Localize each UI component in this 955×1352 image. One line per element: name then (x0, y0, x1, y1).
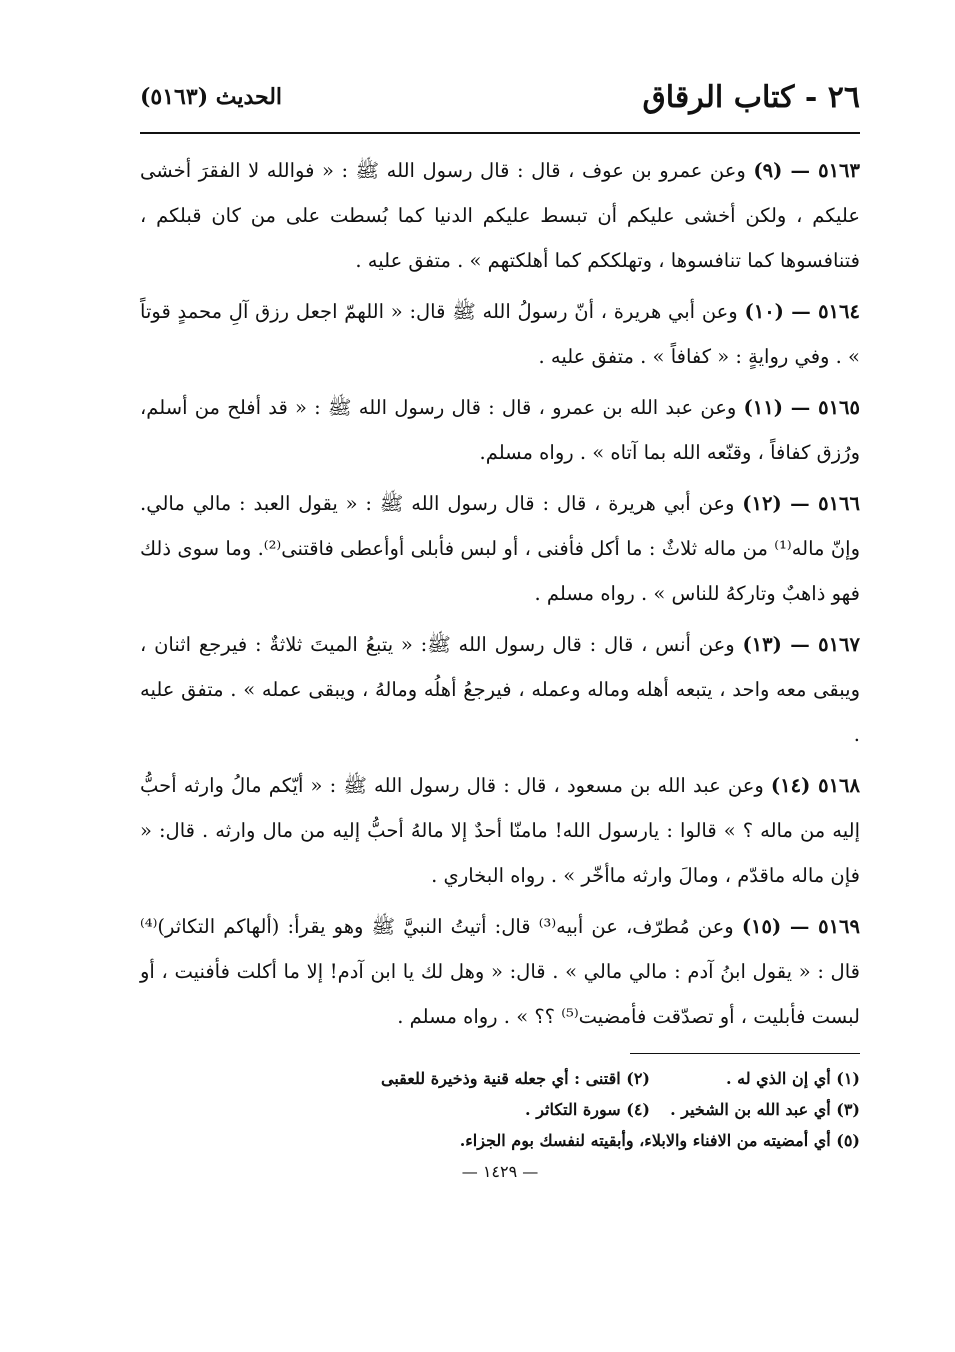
page-header (140, 74, 860, 134)
document-page (140, 74, 860, 1294)
book-title: ٢٦ - كتاب الرقاق (642, 80, 860, 115)
footnote-3: (٣) أي عبد الله بن الشخير . (670, 1100, 860, 1119)
footnote-row (140, 1125, 860, 1156)
hadith-text: وعن عبد الله بن مسعود ، قال : قال رسول الله ﷺ : « أيّكم مالُ وارثه أحبُّ إليه من ماله ؟ » قالوا : يارسول الله! مامنّا أحدٌ إلا مالهُ أحبُّ إليه من مال وارثه . قال: « فإن ماله ماقدّم ، ومالَ وارثه ماأخّر » . رواه البخاري . (140, 774, 860, 887)
hadith-5163 (140, 148, 860, 283)
hadith-text: وعن مُطرّف، عن أبيه⁽³⁾ قال: أتيتُ النبيَّ ﷺ وهو يقرأ: (ألهاكم التكاثر)⁽⁴⁾ قال : « يقول ابنُ آدم : مالي مالي » . قال: « وهل لك يا ابن آدم! إلا ما أكلت فأفنيت ، أو لبست فأبليت ، أو تصدّقت فأمضيت⁽⁵⁾ ؟؟ » . رواه مسلم . (140, 915, 860, 1028)
hadith-text: وعن عمرو بن عوف ، قال : قال رسول الله ﷺ : « فوالله لا الفقرَ أخشى عليكم ، ولكن أخشى عليكم أن تبسط عليكم الدنيا كما بُسطت على من كان قبلكم ، فتنافسوها كما تنافسوها ، وتهلككم كما أهلكتهم » . متفق عليه . (140, 159, 860, 272)
footnotes (140, 1053, 860, 1181)
footnote-2: (٢) اقتنى : أي جعله قنية وذخيرة للعقبى (381, 1069, 650, 1088)
hadith-range: الحديث (٥١٦٣) (140, 84, 283, 110)
footnote-row (140, 1094, 860, 1125)
hadith-list (140, 148, 860, 1039)
hadith-5168 (140, 763, 860, 898)
page-number: — ١٤٢٩ — (461, 1162, 539, 1181)
hadith-number: ٥١٦٤ — (١٠) (744, 300, 860, 323)
hadith-text: وعن أبي هريرة ، أنّ رسولُ الله ﷺ قال: « اللهمّ اجعل رزق آلِ محمدٍ قوتاً » . وفي روايةٍ : « كفافاً » . متفق عليه . (140, 300, 860, 368)
hadith-text: وعن عبد الله بن عمرو ، قال : قال رسول الله ﷺ : « قد أفلح من أسلم، ورُزق كفافاً ، وقنّعه الله بما آتاه » . رواه مسلم. (140, 396, 860, 464)
hadith-number: ٥١٦٨ (١٤) (770, 774, 860, 797)
hadith-number: ٥١٦٦ — (١٢) (742, 492, 860, 515)
hadith-5165 (140, 385, 860, 475)
footnote-1: (١) أي إن الذي له . (725, 1069, 860, 1088)
footnote-row (140, 1063, 860, 1094)
hadith-5164 (140, 289, 860, 379)
footnote-divider (630, 1053, 860, 1054)
footnote-4: (٤) سورة التكاثر . (525, 1100, 650, 1119)
hadith-5169 (140, 904, 860, 1039)
hadith-number: ٥١٦٥ — (١١) (743, 396, 861, 419)
hadith-text: وعن أبي هريرة ، قال : قال رسول الله ﷺ : « يقول العبد : مالي مالي. وإنّ ماله⁽¹⁾ من ماله ثلاثٌ : ما أكل فأفنى ، أو لبس فأبلى أوأعطى فاقتنى⁽²⁾. وما سوى ذلك فهو ذاهبٌ وتاركهُ للناس » . رواه مسلم . (140, 492, 860, 605)
hadith-5167 (140, 622, 860, 757)
hadith-5166 (140, 481, 860, 616)
hadith-number: ٥١٦٧ — (١٣) (742, 633, 861, 656)
hadith-text: وعن أنس ، قال : قال رسول الله ﷺ: « يتبعُ الميتَ ثلاثةٌ : فيرجع اثنان ، ويبقى معه واحد ، يتبعه أهله وماله وعمله ، فيرجعُ أهلُه ومالهُ ، ويبقى عمله » . متفق عليه . (140, 633, 860, 746)
hadith-number: ٥١٦٩ — (١٥) (741, 915, 861, 938)
footnote-5: (٥) أي أمضيته من الافناء والابلاء، وأبقيته لنفسك بوم الجزاء. (459, 1131, 860, 1150)
hadith-number: ٥١٦٣ — (٩) (753, 159, 861, 182)
